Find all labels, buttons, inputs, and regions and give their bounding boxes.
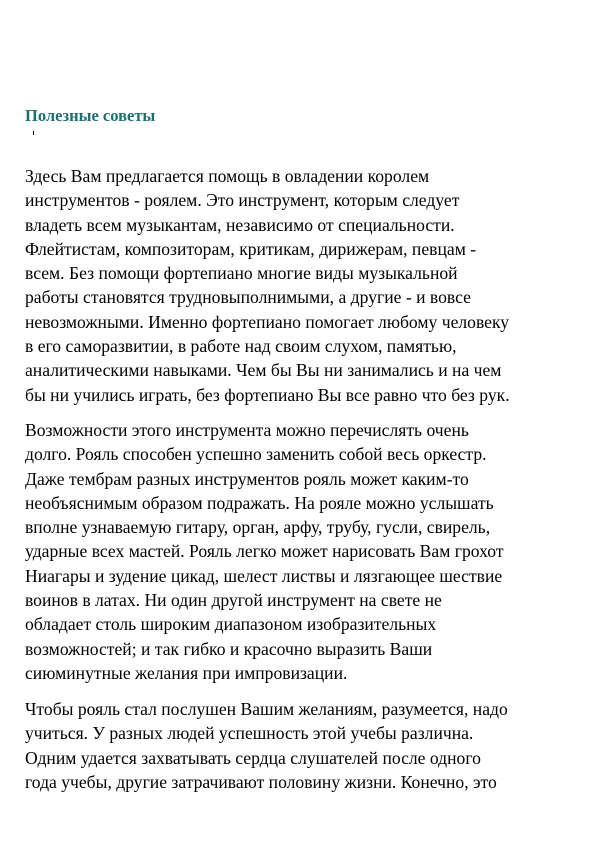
text-line: Флейтистам, композиторам, критикам, дирижерам, певцам - xyxy=(25,238,477,259)
text-line: бы ни учились играть, без фортепиано Вы все равно что без рук. xyxy=(25,384,510,405)
paragraph-3 xyxy=(25,697,585,794)
text-line: долго. Рояль способен успешно заменить собой весь оркестр. xyxy=(25,444,487,465)
text-line: возможностей; и так гибко и красочно выразить Ваши xyxy=(25,638,433,659)
text-line: необъяснимым образом подражать. На рояле можно услышать xyxy=(25,492,494,513)
text-line: Возможности этого инструмента можно перечислять очень xyxy=(25,420,469,440)
text-line: всем. Без помощи фортепиано многие виды музыкальной xyxy=(25,263,458,284)
text-line: в его саморазвитии, в работе над своим слухом, памятью, xyxy=(25,336,457,357)
text-line: сиюминутные желания при импровизации. xyxy=(25,662,348,683)
text-line: вполне узнаваемую гитару, орган, арфу, трубу, гусли, свирель, xyxy=(25,517,491,538)
text-line: года учебы, другие затрачивают половину жизни. Конечно, это xyxy=(25,771,497,792)
paragraph-2 xyxy=(25,418,585,685)
stray-mark xyxy=(33,131,34,135)
text-line: Одним удается захватывать сердца слушателей после одного xyxy=(25,747,481,768)
text-line: Здесь Вам предлагается помощь в овладении королем xyxy=(25,166,430,186)
text-line: воинов в латах. Ни один другой инструмент на свете не xyxy=(25,590,442,611)
text-line: владеть всем музыкантам, независимо от специальности. xyxy=(25,214,455,235)
page-title: Полезные советы xyxy=(25,106,156,125)
text-line: невозможными. Именно фортепиано помогает любому человеку xyxy=(25,311,510,332)
text-line: работы становятся трудновыполнимыми, а другие - и вовсе xyxy=(25,287,471,308)
text-line: обладает столь широким диапазоном изобразительных xyxy=(25,614,437,635)
text-line: Чтобы рояль стал послушен Вашим желаниям, разумеется, надо xyxy=(25,699,508,719)
text-line: учиться. У разных людей успешность этой учебы различна. xyxy=(25,723,474,744)
text-line: Ниагары и зудение цикад, шелест листвы и лязгающее шествие xyxy=(25,565,503,586)
text-line: Даже тембрам разных инструментов рояль может каким-то xyxy=(25,468,469,489)
text-line: ударные всех мастей. Рояль легко может нарисовать Вам грохот xyxy=(25,541,504,562)
text-line: инструментов - роялем. Это инструмент, которым следует xyxy=(25,190,460,211)
paragraph-1 xyxy=(25,164,585,407)
text-line: аналитическими навыками. Чем бы Вы ни занимались и на чем xyxy=(25,360,502,381)
